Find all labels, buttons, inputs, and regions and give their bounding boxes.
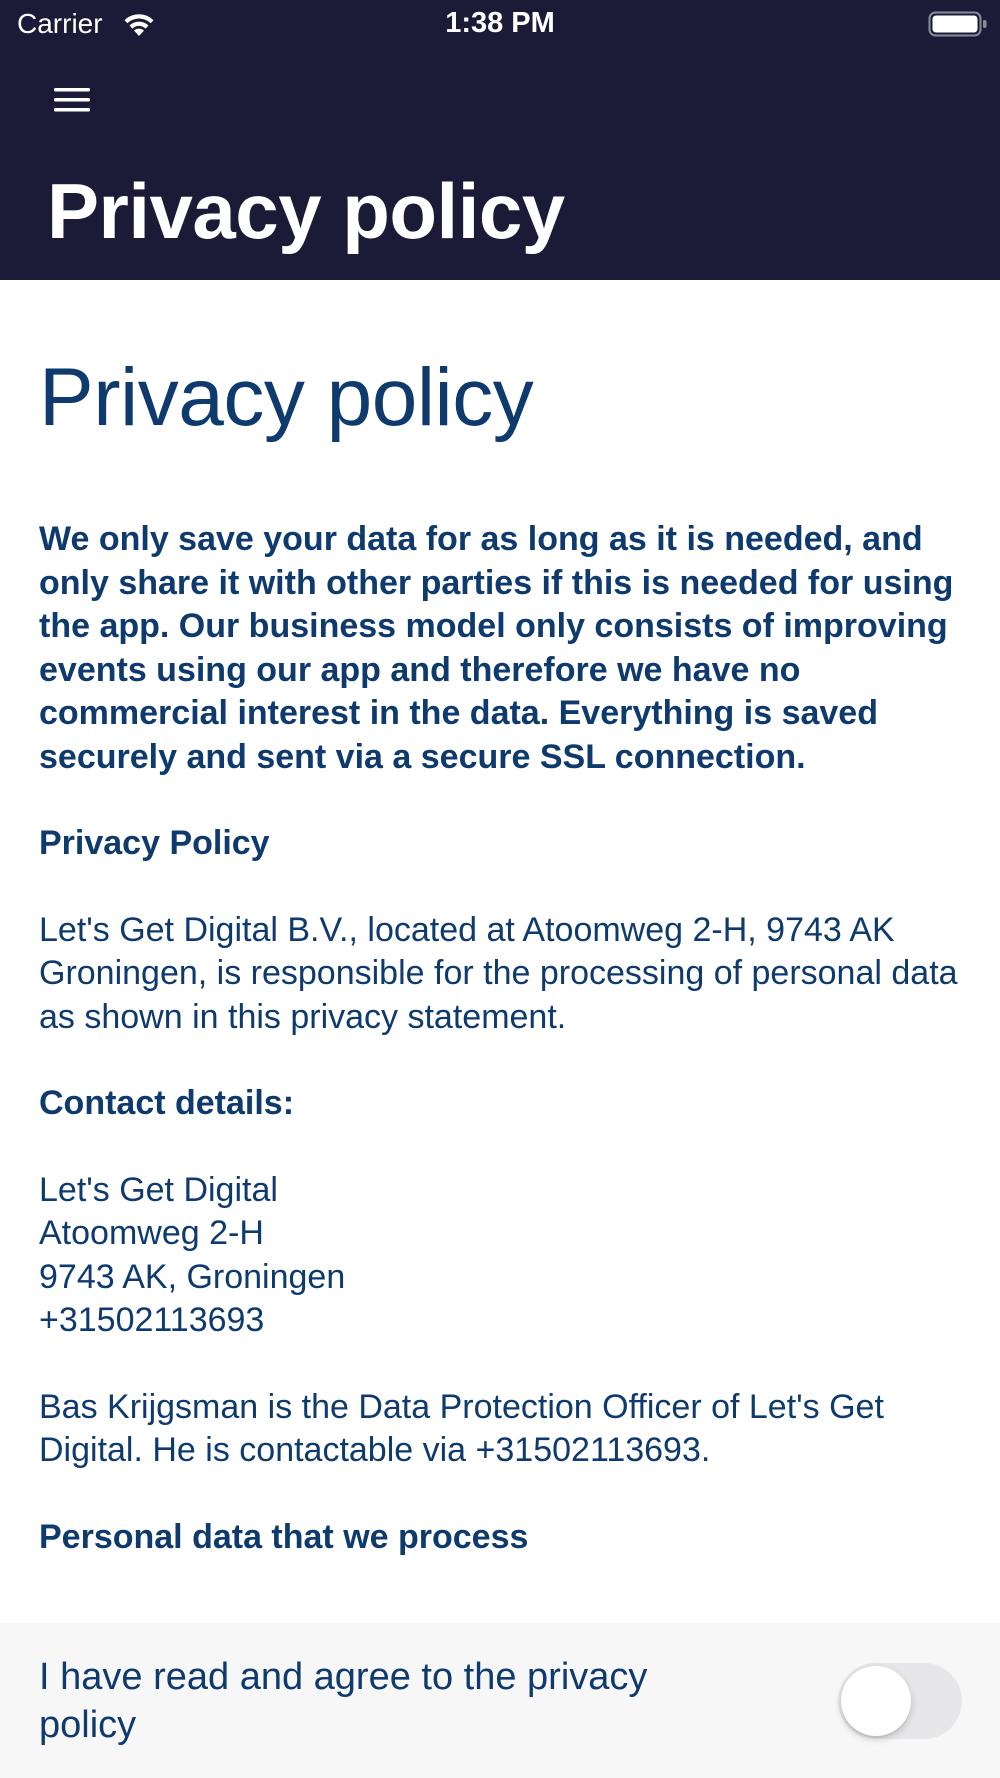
status-bar xyxy=(0,0,1000,50)
contact-phone: +31502113693 xyxy=(39,1301,265,1339)
hamburger-menu-icon[interactable] xyxy=(50,82,94,122)
battery-icon xyxy=(928,10,988,38)
agreement-footer xyxy=(0,1623,1000,1778)
contact-details-heading: Contact details: xyxy=(39,1084,295,1122)
contact-street: Atoomweg 2-H xyxy=(39,1214,264,1252)
policy-content[interactable] xyxy=(0,280,1000,1623)
agree-label: I have read and agree to the privacy policy xyxy=(39,1656,648,1746)
contact-address xyxy=(39,1169,970,1343)
toggle-knob xyxy=(841,1666,911,1736)
nav-title: Privacy policy xyxy=(47,167,565,255)
carrier-label: Carrier xyxy=(17,8,103,39)
privacy-policy-heading: Privacy Policy xyxy=(39,824,270,862)
contact-city: 9743 AK, Groningen xyxy=(39,1257,346,1296)
responsible-paragraph: Let's Get Digital B.V., located at Atoomweg 2-H, 9743 AK Groningen, is responsible for the processing of personal data as shown in this privacy statement. xyxy=(39,910,958,1036)
page-title: Privacy policy xyxy=(39,352,534,443)
contact-company: Let's Get Digital xyxy=(39,1170,278,1209)
clock: 1:38 PM xyxy=(445,7,555,39)
dpo-paragraph: Bas Krijgsman is the Data Protection Officer of Let's Get Digital. He is contactable via +31502113693. xyxy=(39,1387,884,1469)
agree-toggle-switch[interactable] xyxy=(838,1663,962,1739)
personal-data-heading: Personal data that we process xyxy=(39,1517,529,1556)
intro-paragraph: We only save your data for as long as it is needed, and only share it with other parties if this is needed for using the app. Our business model only consists of improving events using our app and therefore we have no commercial interest in the data. Everything is saved securely and sent via a secure SSL connection. xyxy=(39,520,954,776)
header xyxy=(0,0,1000,280)
